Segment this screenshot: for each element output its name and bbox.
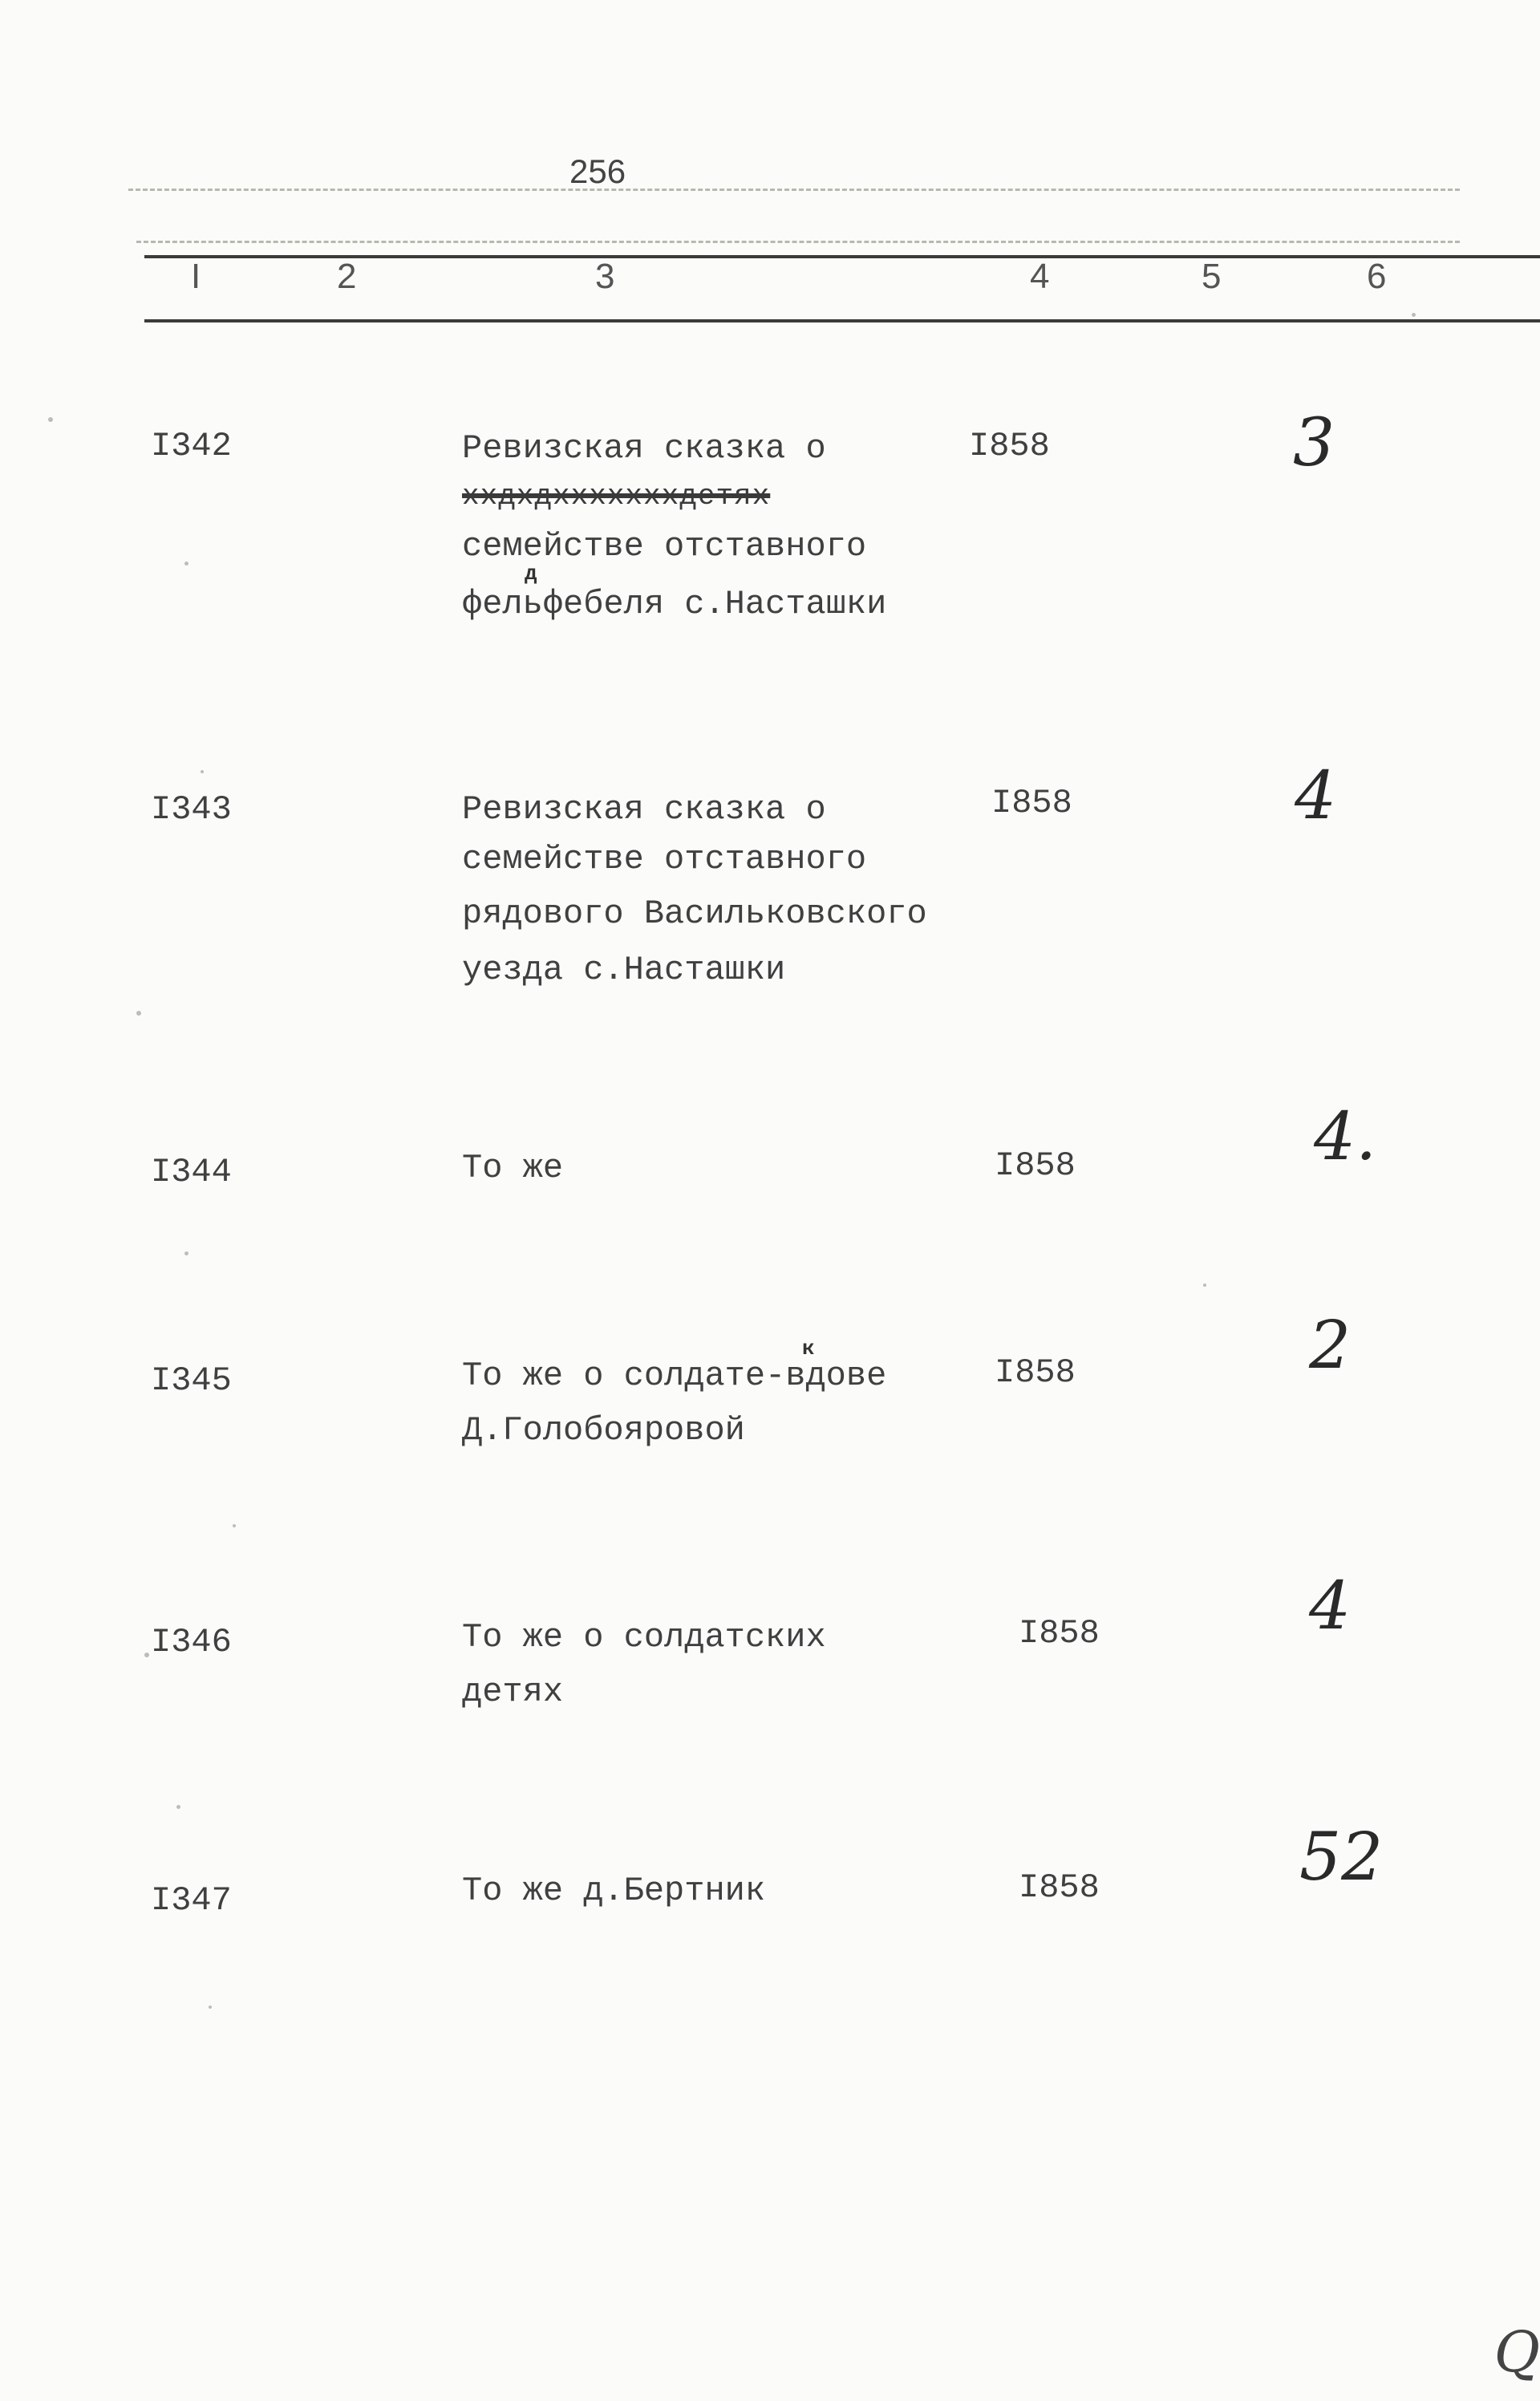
row-description-line: Д.Голобояровой xyxy=(462,1411,745,1450)
header-bottom-rule xyxy=(144,319,1540,322)
row-description-line: То же д.Бертник xyxy=(462,1872,766,1910)
struck-out-text: ххдхдхххххххдетях xyxy=(462,480,771,513)
row-sheet-count: 4 xyxy=(1295,758,1337,834)
row-description-line: уезда с.Насташки xyxy=(462,951,786,989)
handwritten-correction: к xyxy=(802,1336,815,1361)
column-header-5: 5 xyxy=(1202,257,1222,296)
row-sheet-count: 52 xyxy=(1299,1819,1384,1896)
column-header-6: 6 xyxy=(1367,257,1387,296)
page-number: 256 xyxy=(569,152,626,190)
row-description-line: То же о солдате-вдове xyxy=(462,1357,887,1395)
row-year: I858 xyxy=(995,1146,1076,1185)
row-number: I345 xyxy=(151,1361,232,1400)
row-year: I858 xyxy=(1019,1868,1100,1907)
row-year: I858 xyxy=(995,1353,1076,1392)
row-description-line: семействе отставного xyxy=(462,527,867,566)
dashed-guide-line xyxy=(128,189,1460,191)
row-number: I347 xyxy=(151,1881,232,1920)
column-header-3: 3 xyxy=(595,257,615,296)
corner-handwritten-mark: Q xyxy=(1493,2319,1540,2385)
row-description-line: То же xyxy=(462,1149,564,1187)
row-sheet-count: 4. xyxy=(1314,1099,1377,1175)
row-number: I344 xyxy=(151,1153,232,1191)
row-number: I343 xyxy=(151,790,232,829)
row-description-line: семействе отставного xyxy=(462,840,867,878)
row-year: I858 xyxy=(969,427,1050,465)
row-year: I858 xyxy=(991,784,1072,822)
row-description-line: Ревизская сказка о xyxy=(462,790,826,829)
row-number: I346 xyxy=(151,1623,232,1661)
column-header-4: 4 xyxy=(1030,257,1050,296)
row-number: I342 xyxy=(151,427,232,465)
row-year: I858 xyxy=(1019,1614,1100,1653)
row-description-line: Ревизская сказка о xyxy=(462,429,826,468)
handwritten-correction: д xyxy=(525,562,537,586)
row-sheet-count: 3 xyxy=(1293,405,1335,481)
row-description-line: детях xyxy=(462,1673,564,1711)
row-sheet-count: 4 xyxy=(1309,1568,1352,1645)
column-header-1: I xyxy=(191,257,201,296)
column-header-2: 2 xyxy=(337,257,357,296)
row-description-line: рядового Васильковского xyxy=(462,894,927,933)
row-sheet-count: 2 xyxy=(1309,1308,1352,1384)
row-description-line: фельфебеля с.Насташки xyxy=(462,585,887,623)
row-description-line: То же о солдатских xyxy=(462,1618,826,1657)
dashed-guide-line xyxy=(136,241,1460,243)
